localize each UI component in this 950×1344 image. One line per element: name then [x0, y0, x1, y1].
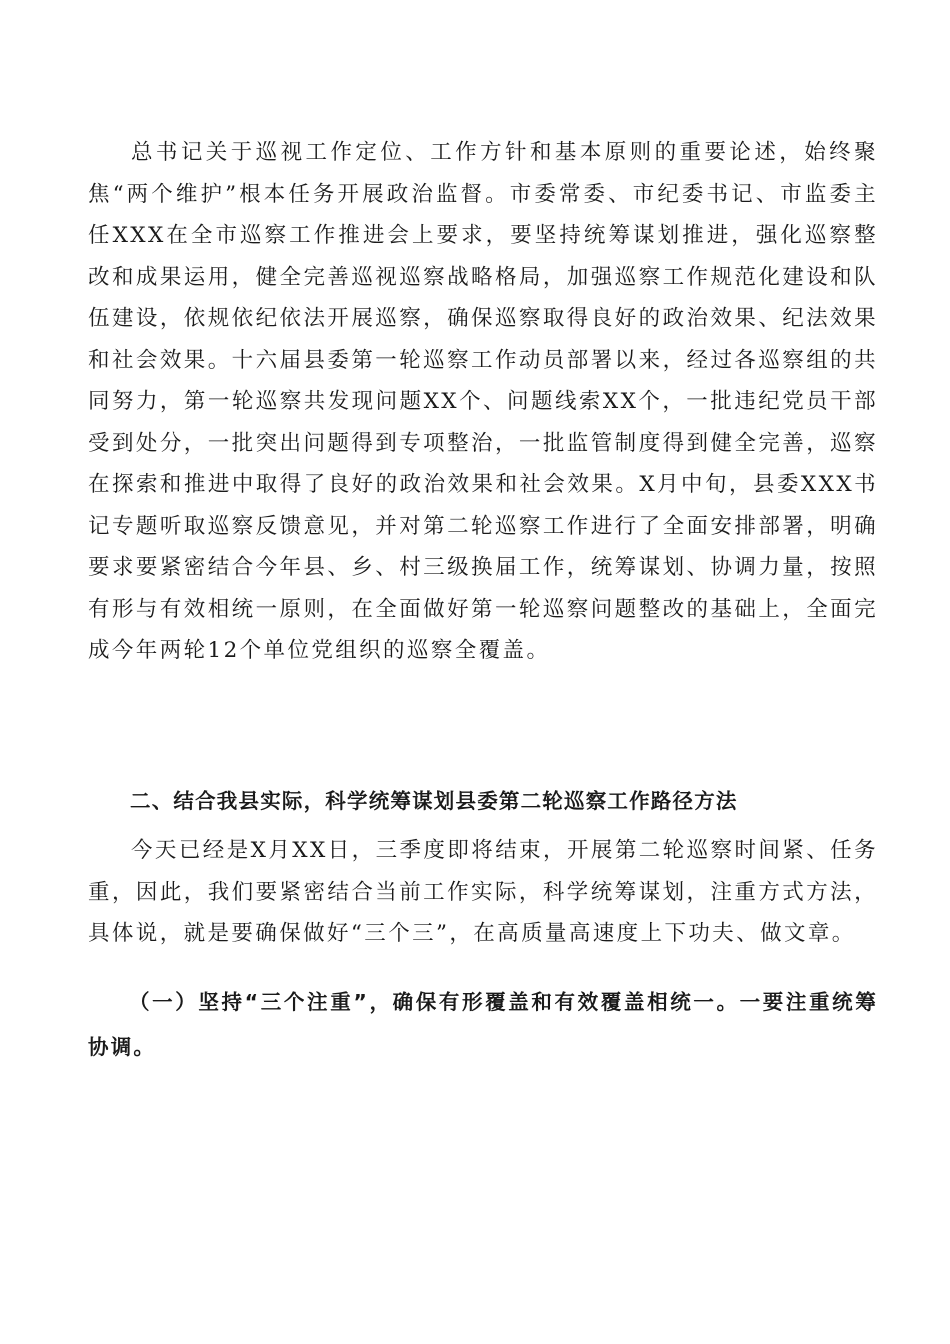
body-paragraph-inspection-overview: 总书记关于巡视工作定位、工作方针和基本原则的重要论述，始终聚焦“两个维护”根本任务开展政治监督。市委常委、市纪委书记、市监委主任XXX在全市巡察工作推进会上要求，要坚持统筹谋划推进，强化巡察整改和成果运用，健全完善巡视巡察战略格局，加强巡察工作规范化建设和队伍建设，依规依纪依法开展巡察，确保巡察取得良好的政治效果、纪法效果和社会效果。十六届县委第一轮巡察工作动员部署以来，经过各巡察组的共同努力，第一轮巡察共发现问题XX个、问题线索XX个，一批违纪党员干部受到处分，一批突出问题得到专项整治，一批监管制度得到健全完善，巡察在探索和推进中取得了良好的政治效果和社会效果。X月中旬，县委XXX书记专题听取巡察反馈意见，并对第二轮巡察工作进行了全面安排部署，明确要求要紧密结合今年县、乡、村三级换届工作，统筹谋划、协调力量，按照有形与有效相统一原则，在全面做好第一轮巡察问题整改的基础上，全面完成今年两轮12个单位党组织的巡察全覆盖。 — [88, 140, 878, 663]
section-heading: 二、结合我县实际，科学统筹谋划县委第二轮巡察工作路径方法 — [130, 789, 738, 813]
subsection-heading-paragraph: （一）坚持“三个注重”，确保有形覆盖和有效覆盖相统一。一要注重统筹协调。 — [88, 990, 878, 1059]
body-paragraph-timeline: 今天已经是X月XX日，三季度即将结束，开展第二轮巡察时间紧、任务重，因此，我们要紧密结合当前工作实际，科学统筹谋划，注重方式方法，具体说，就是要确保做好“三个三”，在高质量高速度上下功夫、做文章。 — [88, 838, 878, 946]
